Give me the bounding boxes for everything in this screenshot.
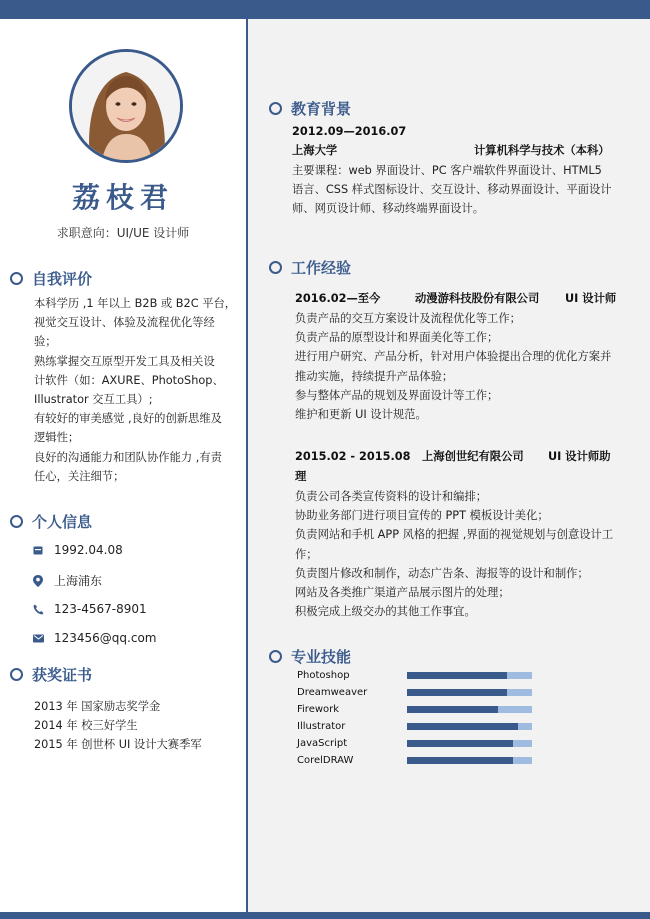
skill-name: Illustrator — [297, 721, 346, 732]
text-line: 协助业务部门进行项目宣传的 PPT 模板设计美化； — [295, 509, 549, 523]
skill-row — [297, 684, 407, 701]
circle-bullet-icon — [10, 515, 23, 528]
skill-bar-fill — [407, 672, 507, 679]
section-title: 个人信息 — [32, 513, 93, 531]
skill-name: Photoshop — [297, 670, 350, 681]
text-line: 有较好的审美感觉 ,良好的创新思维及 — [34, 412, 222, 426]
avatar-photo-icon — [72, 52, 180, 160]
section-title: 自我评价 — [32, 270, 93, 288]
text-line: 任心，关注细节； — [34, 469, 125, 483]
education-major: 计算机科学与技术（本科） — [474, 144, 610, 157]
skill-bar-fill — [407, 740, 513, 747]
info-phone — [32, 602, 147, 616]
calendar-icon — [32, 544, 44, 556]
skill-bar-fill — [407, 706, 498, 713]
text-line: 逻辑性； — [34, 431, 80, 445]
avatar — [69, 49, 183, 163]
skill-name: CorelDRAW — [297, 755, 354, 766]
mail-icon — [32, 632, 44, 644]
circle-bullet-icon — [269, 650, 282, 663]
text-line: 积极完成上级交办的其他工作事宜。 — [295, 605, 476, 619]
circle-bullet-icon — [269, 261, 282, 274]
section-skills — [269, 646, 351, 667]
job-period: 2016.02—至今 — [295, 292, 381, 305]
section-work — [269, 257, 351, 278]
location-pin-icon — [32, 575, 44, 587]
skill-bar-track — [407, 757, 532, 764]
section-awards — [10, 664, 92, 685]
text-line: 参与整体产品的规划及界面设计等工作； — [295, 388, 499, 402]
info-location — [32, 572, 102, 589]
text-line: 进行用户研究、产品分析，针对用户体验提出合理的优化方案并 — [295, 350, 612, 364]
section-title: 获奖证书 — [32, 666, 93, 684]
job-role: UI 设计师 — [565, 292, 617, 305]
location-value: 上海浦东 — [54, 574, 103, 588]
skill-row — [297, 718, 407, 735]
text-line: 良好的沟通能力和团队协作能力 ,有责 — [34, 450, 222, 464]
circle-bullet-icon — [10, 272, 23, 285]
skill-row — [297, 752, 407, 769]
skill-name: Firework — [297, 704, 340, 715]
text-line: 负责公司各类宣传资料的设计和编排； — [295, 490, 488, 503]
section-education — [269, 98, 351, 119]
skill-bar-track — [407, 689, 532, 696]
job-period: 2015.02 - 2015.08 — [295, 450, 411, 463]
birthday-value: 1992.04.08 — [54, 543, 123, 557]
text-line: 作； — [295, 547, 318, 561]
phone-value: 123-4567-8901 — [54, 602, 147, 616]
top-accent-bar — [0, 0, 650, 19]
self-eval-text — [34, 294, 236, 486]
text-line: 主要课程：web 界面设计、PC 客户端软件界面设计、HTML5 — [292, 164, 602, 177]
education-desc — [292, 161, 612, 219]
text-line: 本科学历 ,1 年以上 B2B 或 B2C 平台， — [34, 297, 237, 310]
job-company: 上海创世纪有限公司 — [422, 450, 524, 463]
circle-bullet-icon — [269, 102, 282, 115]
skill-bar-track — [407, 706, 532, 713]
phone-icon — [32, 603, 44, 615]
text-line: 师、网页设计师、移动终端界面设计。 — [292, 202, 485, 216]
skill-row — [297, 735, 407, 752]
section-title: 专业技能 — [291, 648, 352, 666]
candidate-name: 荔枝君 — [71, 181, 174, 214]
skill-row — [297, 701, 407, 718]
job-company: 动漫游科技股份有限公司 — [415, 292, 540, 305]
education-school: 上海大学 — [292, 144, 338, 157]
skill-name: JavaScript — [297, 738, 348, 749]
job-role-continued: 理 — [295, 470, 307, 483]
job-duties — [295, 309, 611, 424]
text-line: 网站及各类推广渠道产品展示图片的处理； — [295, 586, 510, 600]
job-duties — [295, 487, 613, 621]
job-intent: 求职意向：UI/UE 设计师 — [56, 226, 190, 240]
text-line: 视觉交互设计、体验及流程优化等经 — [34, 316, 215, 330]
circle-bullet-icon — [10, 668, 23, 681]
job-role: UI 设计师助 — [548, 450, 611, 463]
text-line: 计软件（如：AXURE、PhotoShop、 — [34, 373, 224, 387]
skill-bar-fill — [407, 689, 507, 696]
award-item: 2014 年 校三好学生 — [34, 719, 138, 733]
skill-bar-track — [407, 723, 532, 730]
skill-bar-track — [407, 740, 532, 747]
bottom-accent-bar — [0, 912, 650, 919]
section-title: 教育背景 — [291, 100, 352, 118]
info-email — [32, 631, 157, 645]
info-birthday — [32, 543, 123, 557]
section-title: 工作经验 — [291, 259, 352, 277]
education-period: 2012.09—2016.07 — [292, 125, 407, 138]
text-line: Illustrator 交互工具）; — [34, 393, 153, 407]
text-line: 负责网站和手机 APP 风格的把握 ,界面的视觉规划与创意设计工 — [295, 528, 614, 542]
text-line: 维护和更新 UI 设计规范。 — [295, 408, 427, 422]
text-line: 验； — [34, 335, 57, 349]
skill-bar-fill — [407, 757, 513, 764]
email-value: 123456@qq.com — [54, 631, 157, 645]
text-line: 推动实施，持续提升产品体验； — [295, 369, 454, 383]
text-line: 负责产品的原型设计和界面美化等工作； — [295, 331, 499, 345]
skill-bar-fill — [407, 723, 518, 730]
section-self-eval — [10, 268, 92, 289]
section-personal-info — [10, 511, 92, 532]
text-line: 负责产品的交互方案设计及流程优化等工作； — [295, 312, 521, 325]
skill-row — [297, 667, 407, 684]
text-line: 负责图片修改和制作，动态广告条、海报等的设计和制作； — [295, 566, 589, 580]
award-item: 2013 年 国家励志奖学金 — [34, 700, 161, 713]
vertical-divider — [246, 19, 248, 912]
skill-bar-track — [407, 672, 532, 679]
text-line: 语言、CSS 样式图标设计、交互设计、移动界面设计、平面设计 — [292, 183, 612, 197]
skill-name: Dreamweaver — [297, 687, 368, 698]
text-line: 熟练掌握交互原型开发工具及相关设 — [34, 354, 215, 368]
awards-list — [34, 697, 202, 755]
award-item: 2015 年 创世杯 UI 设计大赛季军 — [34, 738, 202, 752]
